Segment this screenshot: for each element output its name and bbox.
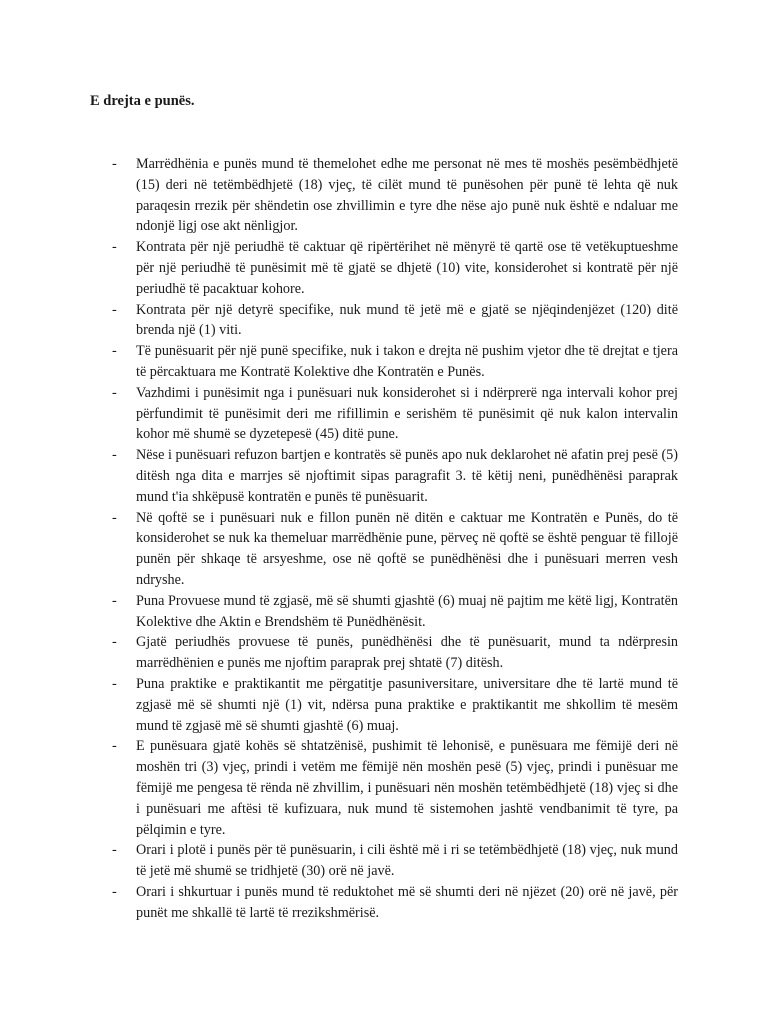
bullet-marker: - bbox=[112, 343, 117, 360]
bullet-marker: - bbox=[112, 883, 117, 900]
bullet-marker: - bbox=[112, 384, 117, 401]
list-item bbox=[90, 632, 678, 674]
list-item bbox=[90, 300, 678, 342]
list-item-text: Orari i shkurtuar i punës mund të reduktohet më së shumti deri në njëzet (20) orë në javë, për punët me shkallë të lartë të rrezikshmërisë. bbox=[136, 883, 678, 921]
document-title: E drejta e punës. bbox=[90, 93, 195, 109]
list-item-text: Puna praktike e praktikantit me përgatitje pasuniversitare, universitare dhe të lartë mund të zgjasë më së shumti një (1) vit, ndërsa puna praktike e praktikantit me shkollim të mesëm mund të zgjasë më së shumti gjashtë (6) muaj. bbox=[136, 675, 678, 734]
list-item-text: Kontrata për një periudhë të caktuar që ripërtërihet në mënyrë të qartë ose të vetëkuptueshme për një periudhë të punësimit më të gjatë se dhjetë (10) vite, konsiderohet si kontratë për një periudhë të pacaktuar kohore. bbox=[136, 239, 678, 297]
list-item bbox=[90, 341, 678, 383]
list-item bbox=[90, 882, 678, 924]
list-item bbox=[90, 674, 678, 736]
list-item bbox=[90, 237, 678, 299]
bullet-marker: - bbox=[112, 239, 117, 256]
bullet-marker: - bbox=[112, 156, 117, 172]
bullet-marker: - bbox=[112, 447, 117, 464]
list-item-text: Vazhdimi i punësimit nga i punësuari nuk konsiderohet si i ndërprerë nga intervali kohor prej përfundimit të punësimit deri me rifillimin e serishëm të punësimit që nuk kalon intervalin kohor më shumë se dyzetepesë (45) ditë pune. bbox=[136, 384, 678, 443]
list-item-text: Puna Provuese mund të zgjasë, më së shumti gjashtë (6) muaj në pajtim me këtë ligj, Kontratën Kolektive dhe Aktin e Brendshëm të Punëdhënësit. bbox=[136, 592, 678, 630]
bullet-marker: - bbox=[112, 592, 117, 609]
list-item-text: Marrëdhënia e punës mund të themelohet edhe me personat në mes të moshës pesëmbëdhjetë (15) deri në tetëmbëdhjetë (18) vjeç, të cilët mund të punësohen për punë të lehta që nuk paraqesin rrezik për shëndetin ose zhvillimin e tyre dhe nëse ajo punë nuk është e ndaluar me ndonjë ligj ose akt nënligjor. bbox=[136, 156, 678, 235]
list-item bbox=[90, 508, 678, 591]
bullet-marker: - bbox=[112, 842, 117, 859]
list-item-text: Kontrata për një detyrë specifike, nuk mund të jetë më e gjatë se njëqindenjëzet (120) ditë brenda një (1) viti. bbox=[136, 301, 678, 339]
list-item bbox=[90, 445, 678, 507]
list-item bbox=[90, 736, 678, 840]
list-item-text: Nëse i punësuari refuzon bartjen e kontratës së punës apo nuk deklarohet në afatin prej pesë (5) ditësh nga dita e marrjes së njoftimit sipas paragrafit 3. të këtij neni, punëdhënësi paraprak mund t'ia shkëpusë kontratën e punës të punësuarit. bbox=[136, 447, 678, 505]
bullet-marker: - bbox=[112, 675, 117, 692]
list-item bbox=[90, 840, 678, 882]
bullet-marker: - bbox=[112, 738, 117, 755]
list-item bbox=[90, 154, 678, 237]
list-item-text: Të punësuarit për një punë specifike, nuk i takon e drejta në pushim vjetor dhe të drejtat e tjera të përcaktuara me Kontratë Kolektive dhe Kontratën e Punës. bbox=[136, 343, 678, 380]
list-item bbox=[90, 383, 678, 445]
bullet-marker: - bbox=[112, 301, 117, 318]
bullet-list bbox=[90, 154, 678, 923]
list-item bbox=[90, 591, 678, 633]
bullet-marker: - bbox=[112, 509, 117, 526]
list-item-text: Në qoftë se i punësuari nuk e fillon punën në ditën e caktuar me Kontratën e Punës, do të konsiderohet se nuk ka themeluar marrëdhënie pune, përveç në qoftë se është penguar të fillojë punën për shkaqe të arsyeshme, ose në qoftë se punëdhënësi dhe i punësuari merren vesh ndryshe. bbox=[136, 509, 678, 588]
list-item-text: Orari i plotë i punës për të punësuarin, i cili është më i ri se tetëmbëdhjetë (18) vjeç, nuk mund të jetë më shumë se tridhjetë (30) orë në javë. bbox=[136, 842, 678, 880]
list-item-text: E punësuara gjatë kohës së shtatzënisë, pushimit të lehonisë, e punësuara me fëmijë deri në moshën tri (3) vjeç, prindi i vetëm me fëmijë nën moshën pesë (5) vjeç, prindi i punësuar me fëmijë me pengesa të rënda në zhvillim, i punësuari nën moshën tetëmbëdhjetë (18) vjeç si dhe i punësuari me aftësi të kufizuara, nuk mund të sistemohen jashtë vendbanimit të tyre, pa pëlqimin e tyre. bbox=[136, 738, 678, 838]
list-item-text: Gjatë periudhës provuese të punës, punëdhënësi dhe të punësuarit, mund ta ndërpresin marrëdhënien e punës me njoftim paraprak prej shtatë (7) ditësh. bbox=[136, 634, 678, 672]
bullet-marker: - bbox=[112, 634, 117, 651]
